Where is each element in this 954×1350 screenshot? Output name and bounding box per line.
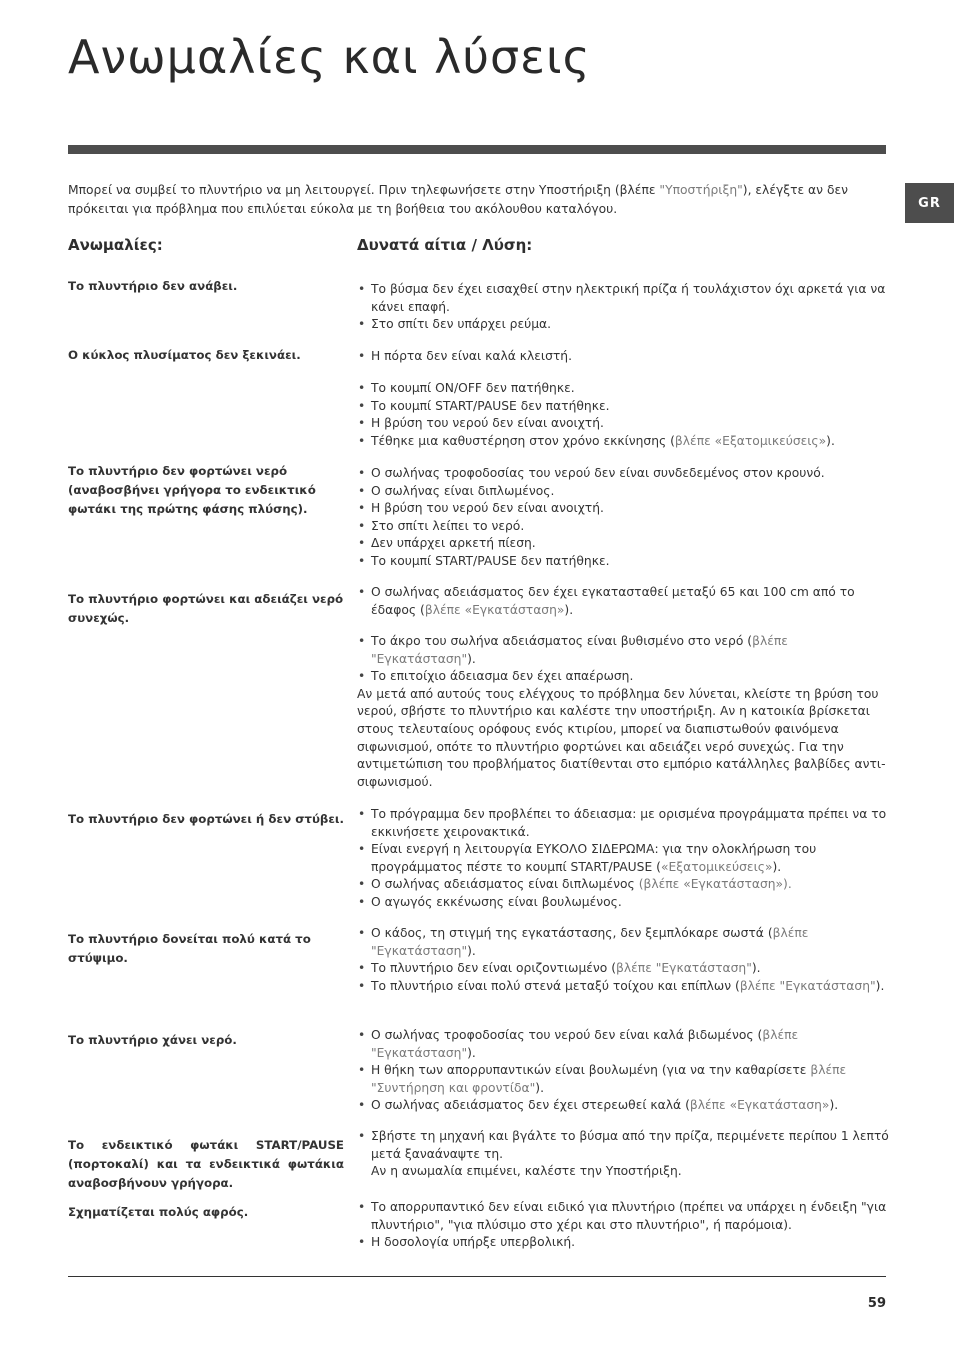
list-item (357, 925, 889, 960)
reference-link-text: βλέπε "Εγκατάσταση" (371, 926, 809, 958)
list-item: • Στο σπίτι λείπει το νερό. (357, 518, 889, 536)
problem-continuous-fill-drain: Το πλυντήριο φορτώνει και αδειάζει νερό συνεχώς. (68, 592, 344, 625)
list-item: • Στο σπίτι δεν υπάρχει ρεύμα. (357, 316, 889, 334)
reference-link-text: βλέπε «Εγκατάσταση» (689, 1098, 830, 1113)
list-item: • Ο αγωγός εκκένωσης είναι βουλωμένος. (357, 894, 889, 912)
list-item (357, 978, 889, 996)
list-item-text: Είναι ενεργή η λειτουργία ΕΥΚΟΛΟ ΣΙΔΕΡΩΜΑ: για την ολοκλήρωση του προγράμματος πέστε το κουμπί START/PAUSE ( (371, 842, 817, 874)
solutions-cycle-not-starting (357, 380, 889, 450)
list-item: • Το κουμπί START/PAUSE δεν πατήθηκε. (357, 398, 889, 416)
reference-link-text: (βλέπε «Εγκατάσταση»). (638, 877, 792, 892)
intro-text: Μπορεί να συμβεί το πλυντήριο να μη λειτουργεί. Πριν τηλεφωνήσετε στην Υποστήριξη (βλέπε (68, 183, 660, 197)
solutions-door (357, 348, 889, 366)
list-item: • Το επιτοίχιο άδειασμα δεν έχει απαέρωση. (357, 668, 889, 686)
list-item: • Η δοσολογία υπήρξε υπερβολική. (357, 1234, 889, 1252)
list-item-text: ). (467, 943, 476, 958)
list-item-text: ). (772, 859, 782, 874)
list-item-text: Η θήκη των απορρυπαντικών είναι βουλωμένη (για να την καθαρίσετε (371, 1063, 811, 1078)
list-item-text: ). (535, 1080, 545, 1095)
list-item: • Το κουμπί ON/OFF δεν πατήθηκε. (357, 380, 889, 398)
list-item: • Η βρύση του νερού δεν είναι ανοιχτή. (357, 500, 889, 518)
list-item: • Η βρύση του νερού δεν είναι ανοιχτή. (357, 415, 889, 433)
list-item-text: ). (564, 602, 574, 617)
language-tab: GR (905, 183, 954, 223)
reference-link-text: βλέπε «Εξατομικεύσεις» (674, 433, 827, 448)
info-paragraph: Αν μετά από αυτούς τους ελέγχους το πρόβλημα δεν λύνεται, κλείστε τη βρύση του νερού, σβήστε το πλυντήριο και καλέστε την υποστήριξη. Αν η κατοικία βρίσκεται στους τελευταίους ορόφους ενός κτιρίου, μπορεί να διαπιστωθούν φαινόμενα σιφωνισμού, οπότε το πλυντήριο φορτώνει και αδειάζει νερό συνεχώς. Για την αντιμετώπιση του προβλήματος διατίθενται στο εμπόριο κατάλληλες βαλβίδες αντι-σιφωνισμού. (357, 686, 886, 789)
list-item-text: ). (467, 651, 476, 666)
list-item-text: Το πλυντήριο δεν είναι οριζοντιωμένο ( (371, 961, 617, 976)
list-item-text: Ο σωλήνας τροφοδοσίας του νερού δεν είναι καλά βιδωμένος ( (371, 1028, 763, 1042)
solutions-water-leak (357, 1027, 889, 1115)
solutions-vibration (357, 925, 889, 995)
footer-divider (68, 1276, 886, 1277)
list-item: • Ο σωλήνας είναι διπλωμένος. (357, 483, 889, 501)
problems-column-header: Ανωμαλίες: (68, 236, 163, 254)
list-item: • Σβήστε τη μηχανή και βγάλτε το βύσμα από την πρίζα, περιμένετε περίπου 1 λεπτό μετά ξαναάναψτε τη. (357, 1128, 889, 1163)
solutions-no-drain-spin (357, 806, 889, 912)
reference-link-text: βλέπε "Εγκατάσταση" (371, 1028, 799, 1060)
problem-no-drain-spin: Το πλυντήριο δεν φορτώνει ή δεν στύβει. (68, 812, 345, 826)
reference-link-text: βλέπε "Εγκατάσταση" (739, 978, 876, 993)
solutions-no-power (357, 281, 889, 334)
list-item-text: ). (826, 433, 835, 448)
intro-paragraph (68, 181, 886, 219)
solutions-column-header: Δυνατά αίτια / Λύση: (357, 236, 533, 254)
list-item (357, 1097, 889, 1115)
list-item (357, 876, 889, 894)
list-item-text: Ο σωλήνας αδειάσματος δεν έχει στερεωθεί καλά ( (371, 1098, 690, 1113)
list-item: • Ο σωλήνας τροφοδοσίας του νερού δεν είναι συνδεδεμένος στον κρουνό. (357, 465, 889, 483)
list-item-text: Ο κάδος, τη στιγμή της εγκατάστασης, δεν ξεμπλόκαρε σωστά ( (371, 926, 773, 940)
solutions-drain-height (357, 584, 889, 619)
problem-lights-flashing: Το ενδεικτικό φωτάκι START/PAUSE (πορτοκαλί) και τα ενδεικτικά φωτάκια αναβοσβήνουν γρήγορα. (68, 1138, 344, 1190)
solutions-lights-flashing (357, 1128, 889, 1181)
reference-link-text: βλέπε «Εγκατάσταση» (424, 602, 565, 617)
list-item (357, 1027, 889, 1062)
solutions-excess-foam (357, 1199, 889, 1252)
problem-cycle-not-starting: Ο κύκλος πλυσίματος δεν ξεκινάει. (68, 348, 301, 362)
list-item: • Το πρόγραμμα δεν προβλέπει το άδειασμα: με ορισμένα προγράμματα πρέπει να το εκκινήσετε χειρονακτικά. (357, 806, 889, 841)
reference-link-text: βλέπε "Εγκατάσταση" (371, 634, 788, 666)
problem-no-water-intake: Το πλυντήριο δεν φορτώνει νερό (αναβοσβήνει γρήγορα το ενδεικτικό φωτάκι της πρώτης φάσης πλύσης). (68, 464, 316, 516)
list-item: • Το απορρυπαντικό δεν είναι ειδικό για πλυντήριο (πρέπει να υπάρχει η ένδειξη "για πλυντήριο", "για πλύσιμο στο χέρι και στο πλυντήριο", ή παρόμοια). (357, 1199, 889, 1234)
list-item: • Το κουμπί START/PAUSE δεν πατήθηκε. (357, 553, 889, 571)
list-item-text: Ο σωλήνας αδειάσματος είναι διπλωμένος (371, 877, 639, 892)
title-divider (68, 145, 886, 154)
problem-vibration: Το πλυντήριο δονείται πολύ κατά το στύψιμο. (68, 932, 311, 965)
list-item: • Δεν υπάρχει αρκετή πίεση. (357, 535, 889, 553)
list-item-text: ). (875, 978, 885, 993)
list-item: • Η πόρτα δεν είναι καλά κλειστή. (357, 348, 889, 366)
list-item-text: ). (829, 1098, 839, 1113)
list-item (357, 1062, 889, 1097)
list-item (357, 960, 889, 978)
problem-water-leak: Το πλυντήριο χάνει νερό. (68, 1033, 237, 1047)
reference-link-text: βλέπε "Συντήρηση και φροντίδα" (371, 1063, 847, 1095)
list-item-text: ). (467, 1045, 476, 1060)
list-item (357, 633, 889, 668)
problem-excess-foam: Σχηματίζεται πολύς αφρός. (68, 1205, 249, 1219)
list-item (357, 841, 889, 876)
list-item-text: Ο σωλήνας αδειάσματος δεν έχει εγκατασταθεί μεταξύ 65 και 100 cm από το έδαφος ( (371, 585, 855, 617)
page-number: 59 (867, 1296, 886, 1311)
list-item-text: ). (751, 961, 761, 976)
list-item-text: Το άκρο του σωλήνα αδειάσματος είναι βυθισμένο στο νερό ( (371, 634, 753, 648)
list-item: • Το βύσμα δεν έχει εισαχθεί στην ηλεκτρική πρίζα ή τουλάχιστον όχι αρκετά για να κάνει επαφή. (357, 281, 889, 316)
reference-link-text: βλέπε "Εγκατάσταση" (616, 961, 752, 976)
list-item-continuation: Αν η ανωμαλία επιμένει, καλέστε την Υποστήριξη. (371, 1164, 682, 1179)
problem-no-power: Το πλυντήριο δεν ανάβει. (68, 279, 238, 293)
page-title: Ανωμαλίες και λύσεις (68, 30, 591, 84)
list-item-text: Τέθηκε μια καθυστέρηση στον χρόνο εκκίνησης ( (371, 433, 675, 448)
solutions-siphoning (357, 633, 889, 791)
list-item (357, 584, 889, 619)
reference-link-text: «Εξατομικεύσεις» (660, 859, 773, 874)
intro-text-end: ), ελέγξτε αν δεν πρόκειται για πρόβλημα που επιλύεται εύκολα με τη βοήθεια του ακόλουθου καταλόγου. (68, 183, 848, 216)
list-item (357, 433, 889, 451)
intro-reference: "Υποστήριξη" (659, 183, 743, 197)
solutions-no-water-intake (357, 465, 889, 571)
list-item-text: Το πλυντήριο είναι πολύ στενά μεταξύ τοίχου και επίπλων ( (371, 978, 740, 993)
